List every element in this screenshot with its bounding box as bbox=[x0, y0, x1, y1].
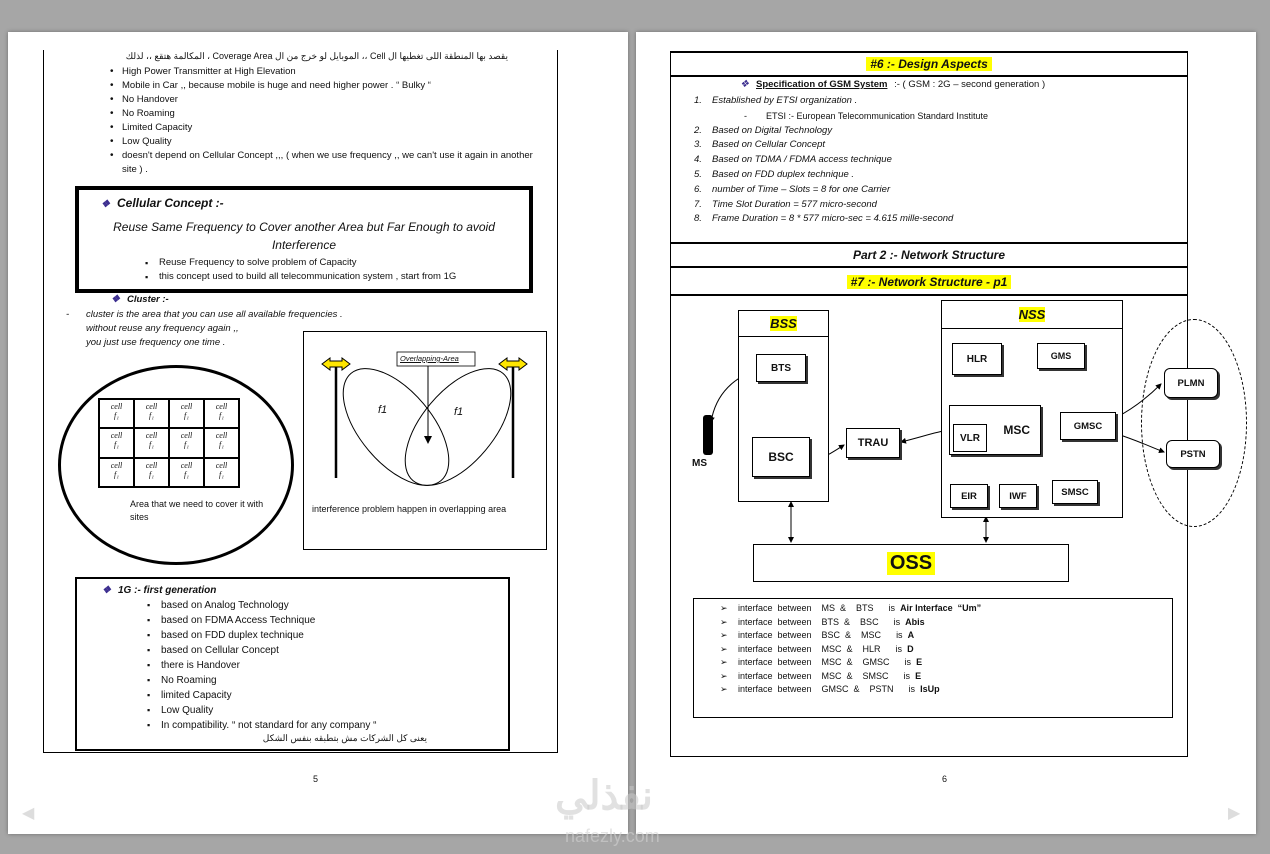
left-frequency-label: f1 bbox=[378, 404, 388, 416]
cell-frequency: f₁ bbox=[148, 411, 154, 420]
cell-frequency: f₁ bbox=[183, 440, 189, 450]
cell-label: cell bbox=[145, 460, 158, 470]
g1-point: ▪ based on Analog Technology bbox=[147, 598, 487, 613]
eir-node: EIR bbox=[950, 484, 988, 508]
arrow-bullet-icon: ➢ bbox=[720, 657, 728, 667]
cell-label: cell bbox=[110, 431, 123, 441]
overlap-label: Overlapping-Area bbox=[400, 354, 459, 363]
cluster-heading: ❖ Cluster :- bbox=[111, 294, 169, 305]
spec-item: 8. Frame Duration = 8 * 577 micro-sec = 4.615 mille-second bbox=[694, 213, 954, 225]
cellular-concept-statement: Reuse Same Frequency to Cover another Area but Far Enough to avoid Interference bbox=[113, 220, 495, 252]
interface-item: ➢ interface between GMSC & PSTN is IsUp bbox=[720, 683, 1172, 697]
cell-frequency: f₁ bbox=[218, 469, 224, 479]
page-number: 6 bbox=[942, 774, 948, 784]
cell-8 bbox=[204, 428, 239, 457]
spec-item: 1. Established by ETSI organization . bbox=[694, 95, 858, 106]
g1-point: ▪ based on Cellular Concept bbox=[147, 643, 487, 658]
cell-2 bbox=[134, 399, 169, 428]
previous-page-arrow-icon[interactable]: ◀ bbox=[22, 805, 35, 822]
interference-caption: interference problem happen in overlapping area bbox=[312, 504, 507, 514]
trau-node: TRAU bbox=[846, 428, 900, 458]
spec-item: 4. Based on TDMA / FDMA access technique bbox=[694, 154, 892, 166]
cell-label: cell bbox=[145, 402, 158, 411]
cell-label: cell bbox=[215, 460, 228, 470]
iwf-node: IWF bbox=[999, 484, 1037, 508]
bullet-item: • Low Quality bbox=[108, 135, 548, 149]
g1-point: ▪ limited Capacity bbox=[147, 688, 487, 703]
cell-4 bbox=[204, 399, 239, 428]
page-number: 5 bbox=[313, 774, 319, 784]
cellular-concept-heading: ❖ Cellular Concept :- bbox=[101, 196, 224, 210]
ms-label: MS bbox=[692, 458, 707, 469]
g1-point: ▪ based on FDMA Access Technique bbox=[147, 613, 487, 628]
g1-arabic-note: يعنى كل الشركات مش بتطبقه بنفس الشكل bbox=[262, 733, 427, 743]
cell-label: cell bbox=[110, 460, 123, 470]
gmsc-node: GMSC bbox=[1060, 412, 1116, 440]
smsc-node: SMSC bbox=[1052, 480, 1098, 504]
cluster-text-1: cluster is the area that you can use all available frequencies . bbox=[86, 309, 343, 320]
g1-point: ▪ No Roaming bbox=[147, 673, 487, 688]
bullet-item: • No Roaming bbox=[108, 107, 548, 121]
interface-item: ➢ interface between BTS & BSC is Abis bbox=[720, 616, 1172, 630]
arrow-bullet-icon: ➢ bbox=[720, 643, 728, 654]
cell-frequency: f₁ bbox=[113, 411, 119, 420]
bss-label: BSS bbox=[770, 316, 797, 331]
cellular-concept-box bbox=[75, 186, 533, 293]
cell-frequency: f₁ bbox=[148, 440, 154, 450]
cell-label: cell bbox=[215, 431, 228, 441]
hlr-node: HLR bbox=[952, 343, 1002, 375]
arrow-bullet-icon: ➢ bbox=[720, 603, 728, 613]
diamond-bullet-icon: ❖ bbox=[102, 585, 111, 596]
nss-label: NSS bbox=[1018, 307, 1046, 322]
cellular-concept-points bbox=[145, 256, 515, 284]
arabic-coverage-text: يقصد بها المنطقة اللى تغطيها ال Cell ،، الموبايل لو خرج من ال Coverage Area ، المكالمة هتقع ،، لذلك bbox=[125, 51, 508, 61]
cell-5 bbox=[99, 428, 134, 457]
diamond-bullet-icon: ❖ bbox=[111, 294, 120, 305]
cell-frequency: f₁ bbox=[183, 411, 189, 420]
gms-node: GMS bbox=[1037, 343, 1085, 369]
cell-label: cell bbox=[180, 460, 193, 470]
cluster-text-2: without reuse any frequency again ,, bbox=[86, 323, 239, 334]
spec-item: 5. Based on FDD duplex technique . bbox=[694, 168, 855, 180]
cell-label: cell bbox=[180, 431, 193, 441]
arrow-bullet-icon: ➢ bbox=[720, 670, 728, 681]
document-page-5 bbox=[8, 32, 628, 834]
oss-box bbox=[753, 544, 1069, 582]
bullet-item: • High Power Transmitter at High Elevation bbox=[108, 65, 548, 79]
g1-point: ▪ there is Handover bbox=[147, 658, 487, 673]
cell-7 bbox=[169, 428, 204, 457]
arrow-bullet-icon: ➢ bbox=[720, 630, 728, 640]
cell-frequency: f₁ bbox=[148, 469, 154, 479]
diamond-bullet-icon: ❖ bbox=[740, 79, 749, 90]
pstn-node: PSTN bbox=[1166, 440, 1220, 468]
spec-item: 3. Based on Cellular Concept bbox=[694, 139, 826, 151]
etsi-note: - ETSI :- European Telecommunication Standard Institute bbox=[744, 110, 988, 121]
cell-label: cell bbox=[145, 431, 158, 441]
concept-point: ▪ this concept used to build all telecommunication system , start from 1G bbox=[145, 270, 515, 284]
cell-frequency: f₁ bbox=[113, 469, 119, 479]
cell-10 bbox=[134, 458, 169, 487]
interface-item: ➢ interface between MS & BTS is Air Interface “Um” bbox=[720, 602, 1172, 616]
cell-1 bbox=[99, 399, 134, 428]
ms-phone-icon bbox=[703, 415, 713, 455]
cell-label: cell bbox=[180, 402, 193, 411]
cell-3 bbox=[169, 399, 204, 428]
interface-item: ➢ interface between BSC & MSC is A bbox=[720, 629, 1172, 643]
bullet-item: • Limited Capacity bbox=[108, 121, 548, 135]
first-generation-heading: ❖ 1G :- first generation bbox=[102, 585, 217, 596]
cell-6 bbox=[134, 428, 169, 457]
bts-node: BTS bbox=[756, 354, 806, 382]
cell-label: cell bbox=[215, 402, 228, 411]
g1-point: ▪ In compatibility. “ not standard for any company “ bbox=[147, 718, 487, 733]
oss-label: OSS bbox=[887, 552, 935, 575]
first-generation-points bbox=[147, 598, 487, 733]
cell-frequency: f₁ bbox=[183, 469, 189, 479]
cell-label: cell bbox=[110, 402, 123, 411]
spec-item: 2. Based on Digital Technology bbox=[694, 124, 833, 136]
watermark-arabic: نفذلي bbox=[555, 774, 653, 818]
design-aspects-title: #6 :- Design Aspects bbox=[866, 57, 992, 71]
cell-frequency: f₁ bbox=[218, 440, 224, 450]
g1-point: ▪ based on FDD duplex technique bbox=[147, 628, 487, 643]
arrow-bullet-icon: ➢ bbox=[720, 616, 728, 627]
external-networks-cloud bbox=[1141, 319, 1247, 527]
area-caption: Area that we need to cover it with sites bbox=[130, 499, 264, 522]
interfaces-box bbox=[693, 598, 1173, 718]
network-structure-title: #7 :- Network Structure - p1 bbox=[847, 275, 1012, 289]
cluster-text-3: you just use frequency one time . bbox=[86, 337, 226, 348]
msc-label: MSC bbox=[1003, 423, 1030, 437]
watermark-url: nafezly.com bbox=[565, 826, 660, 846]
interference-figure bbox=[303, 331, 547, 550]
vlr-node: VLR bbox=[953, 424, 987, 452]
cell-frequency: f₁ bbox=[218, 411, 224, 420]
interface-item: ➢ interface between MSC & GMSC is E bbox=[720, 656, 1172, 670]
bsc-node: BSC bbox=[752, 437, 810, 477]
cell-frequency: f₁ bbox=[113, 440, 119, 450]
bullet-item: • Mobile in Car ,, because mobile is huge and need higher power . “ Bulky “ bbox=[108, 79, 548, 93]
document-page-6 bbox=[636, 32, 1256, 834]
part2-title: Part 2 :- Network Structure bbox=[852, 248, 1006, 262]
interface-item: ➢ interface between MSC & HLR is D bbox=[720, 643, 1172, 657]
cell-12 bbox=[204, 458, 239, 487]
spec-item: 6. number of Time – Slots = 8 for one Carrier bbox=[694, 183, 891, 195]
plmn-node: PLMN bbox=[1164, 368, 1218, 398]
coverage-bullet-list bbox=[108, 65, 548, 177]
bullet-item: • doesn't depend on Cellular Concept ,,, ( when we use frequency ,, we can't use it again in another site ) . bbox=[108, 149, 548, 177]
first-generation-box bbox=[75, 577, 510, 751]
cell-9 bbox=[99, 458, 134, 487]
bullet-item: • No Handover bbox=[108, 93, 548, 107]
interference-diagram bbox=[304, 332, 548, 551]
arrow-bullet-icon: ➢ bbox=[720, 684, 728, 694]
interface-item: ➢ interface between MSC & SMSC is E bbox=[720, 670, 1172, 684]
cell-11 bbox=[169, 458, 204, 487]
diamond-bullet-icon: ❖ bbox=[101, 199, 110, 210]
cell-grid bbox=[98, 398, 240, 488]
gsm-spec-heading: ❖ Specification of GSM System :- ( GSM : 2G – second generation ) bbox=[740, 79, 1046, 90]
spec-item: 7. Time Slot Duration = 577 micro-second bbox=[694, 198, 877, 210]
next-page-arrow-icon[interactable]: ▶ bbox=[1228, 805, 1241, 822]
concept-point: ▪ Reuse Frequency to solve problem of Capacity bbox=[145, 256, 515, 270]
cluster-dash: - bbox=[66, 309, 70, 320]
right-frequency-label: f1 bbox=[454, 406, 464, 418]
g1-point: ▪ Low Quality bbox=[147, 703, 487, 718]
